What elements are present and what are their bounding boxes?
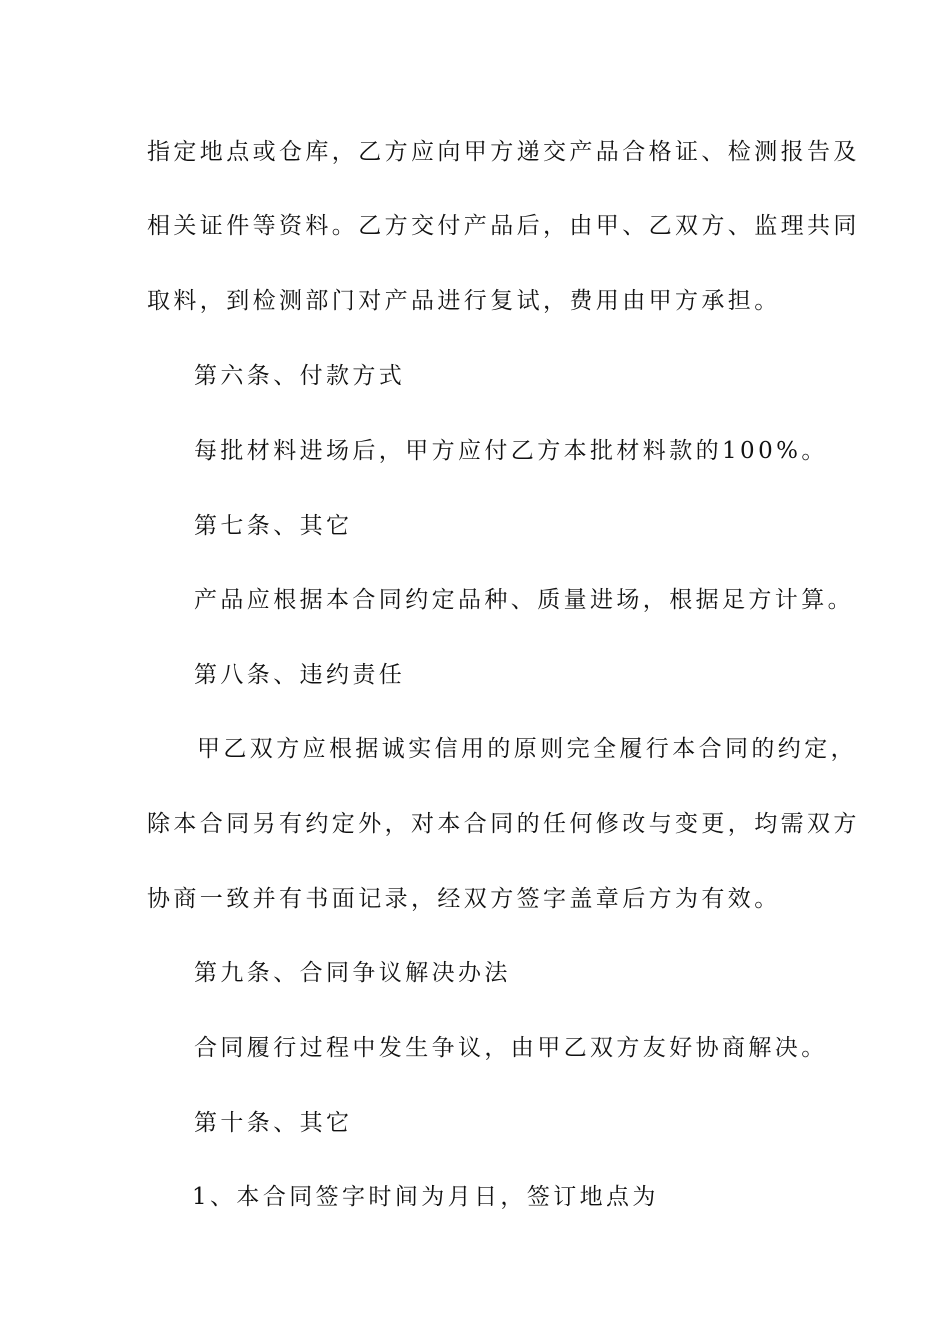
paragraph-line: 每批材料进场后，甲方应付乙方本批材料款的100%。 bbox=[194, 438, 828, 464]
paragraph-line: 合同履行过程中发生争议，由甲乙双方友好协商解决。 bbox=[194, 1035, 828, 1061]
paragraph-line: 取料，到检测部门对产品进行复试，费用由甲方承担。 bbox=[147, 288, 781, 314]
section-heading: 第九条、合同争议解决办法 bbox=[194, 960, 511, 986]
paragraph-line: 1、本合同签字时间为月日，签订地点为 bbox=[192, 1184, 659, 1210]
paragraph-line: 协商一致并有书面记录，经双方签字盖章后方为有效。 bbox=[147, 886, 781, 912]
paragraph-line: 产品应根据本合同约定品种、质量进场，根据足方计算。 bbox=[194, 587, 854, 613]
paragraph-line: 除本合同另有约定外，对本合同的任何修改与变更，均需双方 bbox=[147, 811, 860, 837]
section-heading: 第八条、违约责任 bbox=[194, 662, 406, 688]
paragraph-line: 指定地点或仓库，乙方应向甲方递交产品合格证、检测报告及 bbox=[147, 139, 860, 165]
section-heading: 第六条、付款方式 bbox=[194, 363, 406, 389]
section-heading: 第七条、其它 bbox=[194, 513, 353, 539]
paragraph-line: 相关证件等资料。乙方交付产品后，由甲、乙双方、监理共同 bbox=[147, 213, 860, 239]
section-heading: 第十条、其它 bbox=[194, 1110, 353, 1136]
paragraph-line: 甲乙双方应根据诚实信用的原则完全履行本合同的约定， bbox=[197, 736, 857, 762]
